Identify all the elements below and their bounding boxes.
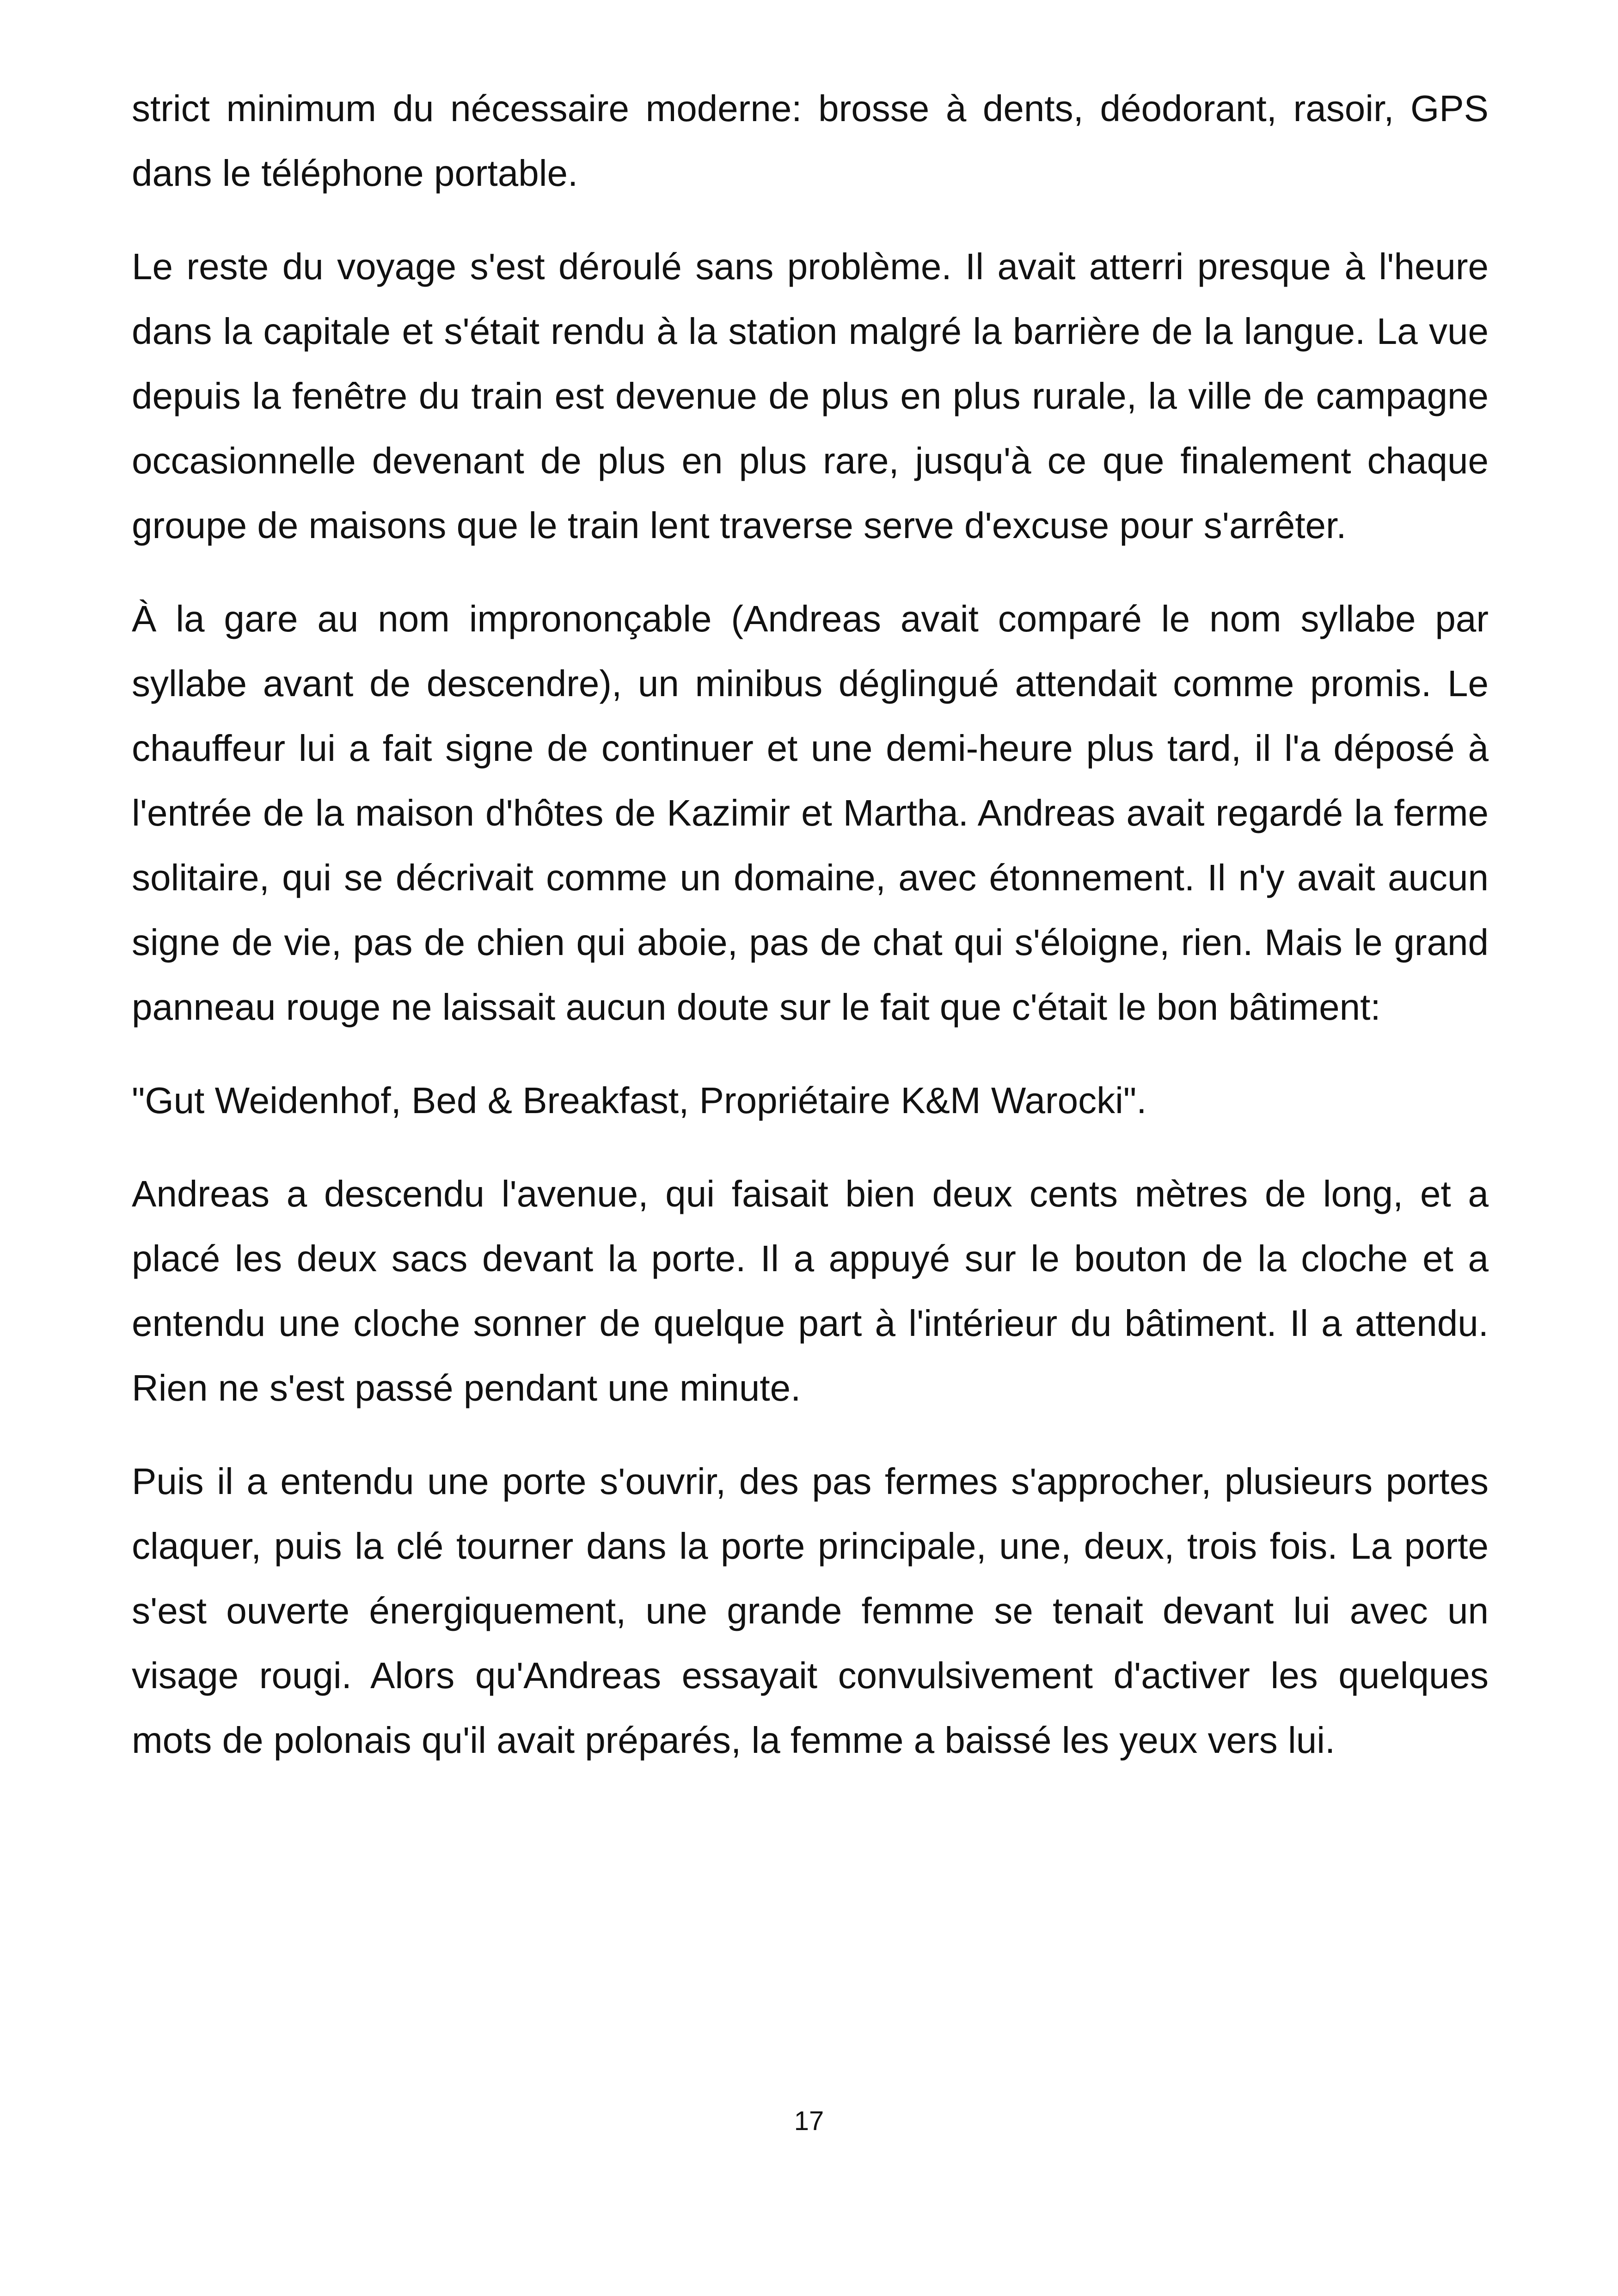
body-text (132, 76, 1489, 1801)
paragraph-3: À la gare au nom imprononçable (Andreas avait comparé le nom syllabe par syllabe avant de descendre), un minibus déglingué attendait comme promis. Le chauffeur lui a fait signe de continuer et une demi-heure plus tard, il l'a déposé à l'entrée de la maison d'hôtes de Kazimir et Martha. Andreas avait regardé la ferme solitaire, qui se décrivait comme un domaine, avec étonnement. Il n'y avait aucun signe de vie, pas de chien qui aboie, pas de chat qui s'éloigne, rien. Mais le grand panneau rouge ne laissait aucun doute sur le fait que c'était le bon bâtiment: (132, 598, 1489, 1028)
paragraph-1: strict minimum du nécessaire moderne: brosse à dents, déodorant, rasoir, GPS dans le téléphone portable. (132, 88, 1489, 194)
page-number: 17 (794, 2106, 824, 2136)
paragraph-sign-quote: "Gut Weidenhof, Bed & Breakfast, Propriétaire K&M Warocki". (132, 1080, 1147, 1121)
paragraph-6: Puis il a entendu une porte s'ouvrir, des pas fermes s'approcher, plusieurs portes claquer, puis la clé tourner dans la porte principale, une, deux, trois fois. La porte s'est ouverte énergiquement, une grande femme se tenait devant lui avec un visage rougi. Alors qu'Andreas essayait convulsivement d'activer les quelques mots de polonais qu'il avait préparés, la femme a baissé les yeux vers lui. (132, 1461, 1489, 1761)
paragraph-2: Le reste du voyage s'est déroulé sans problème. Il avait atterri presque à l'heure dans la capitale et s'était rendu à la station malgré la barrière de la langue. La vue depuis la fenêtre du train est devenue de plus en plus rurale, la ville de campagne occasionnelle devenant de plus en plus rare, jusqu'à ce que finalement chaque groupe de maisons que le train lent traverse serve d'excuse pour s'arrêter. (132, 246, 1489, 546)
paragraph-5: Andreas a descendu l'avenue, qui faisait bien deux cents mètres de long, et a placé les deux sacs devant la porte. Il a appuyé sur le bouton de la cloche et a entendu une cloche sonner de quelque part à l'intérieur du bâtiment. Il a attendu. Rien ne s'est passé pendant une minute. (132, 1173, 1489, 1408)
